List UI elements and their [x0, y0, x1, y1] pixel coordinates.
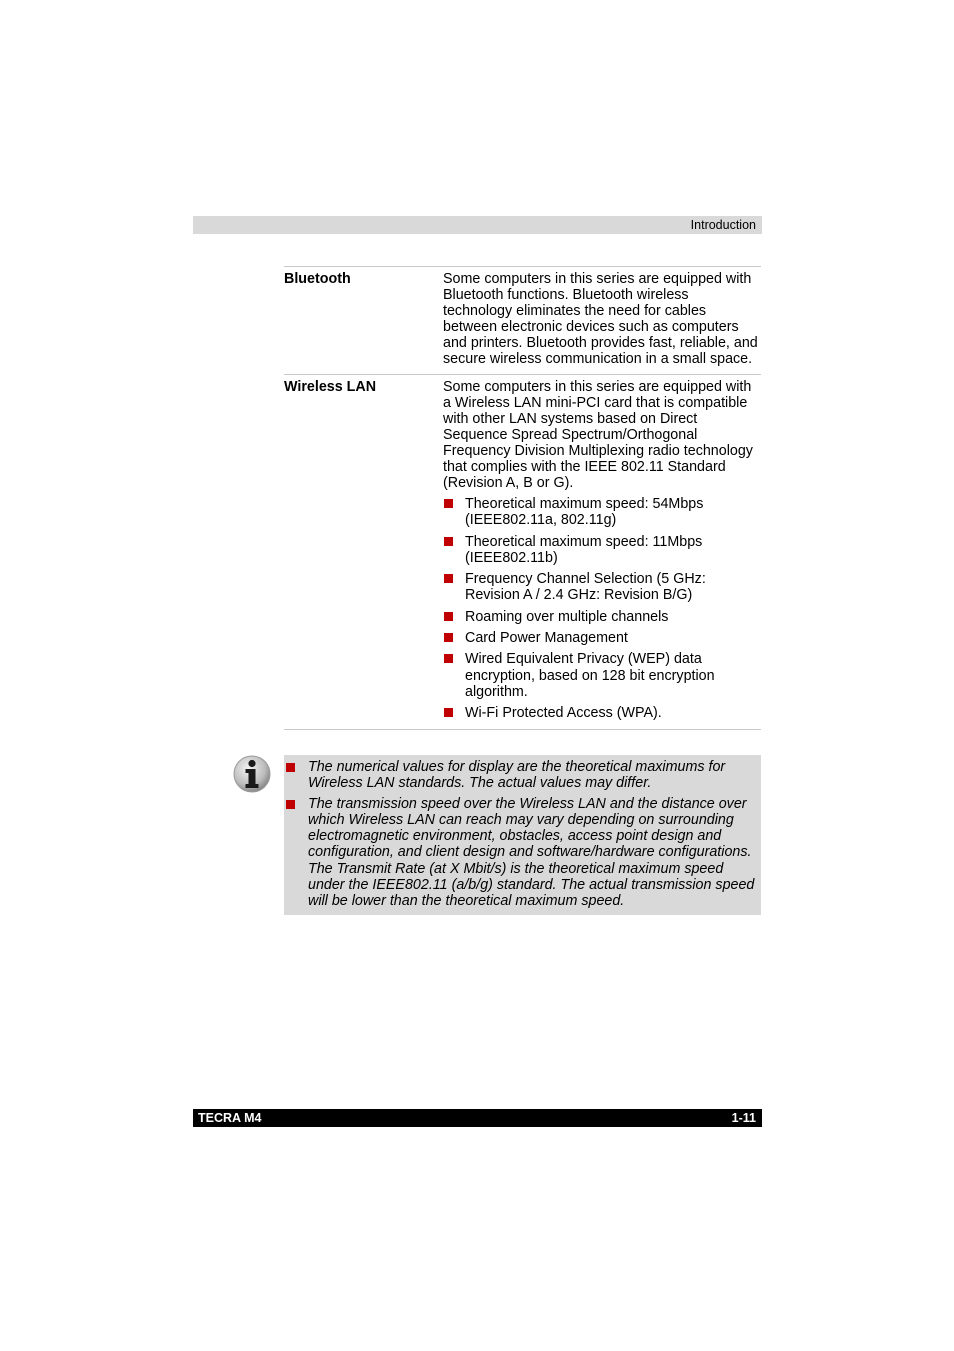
list-item-text: Theoretical maximum speed: 54Mbps (IEEE802.11a, 802.11g) [465, 496, 704, 529]
info-icon [233, 755, 271, 793]
list-item-text: Wired Equivalent Privacy (WEP) data encryption, based on 128 bit encryption algorithm. [465, 651, 715, 700]
list-item-text: Roaming over multiple channels [465, 608, 669, 625]
spec-table [284, 266, 761, 730]
square-bullet-icon [444, 654, 453, 663]
list-item [443, 705, 761, 721]
square-bullet-icon [444, 537, 453, 546]
page-number: 1-11 [731, 1111, 756, 1125]
product-name: TECRA M4 [198, 1111, 262, 1125]
note-item [308, 796, 757, 910]
list-item [443, 571, 761, 604]
running-footer [193, 1109, 762, 1127]
list-item [443, 651, 761, 700]
list-item-text: Frequency Channel Selection (5 GHz: Revision A / 2.4 GHz: Revision B/G) [465, 571, 706, 604]
spec-description: Some computers in this series are equipped with Bluetooth functions. Bluetooth wireless technology eliminates the need for cables between electronic devices such as computers and printers. Bluetooth provides fast, reliable, and secure wireless communication in a small space. [443, 271, 758, 367]
note-item [308, 759, 757, 792]
feature-list [443, 496, 761, 722]
list-item-text: Theoretical maximum speed: 11Mbps (IEEE802.11b) [465, 533, 703, 566]
square-bullet-icon [444, 574, 453, 583]
square-bullet-icon [444, 708, 453, 717]
section-title: Introduction [690, 218, 756, 232]
spec-label: Wireless LAN [284, 379, 377, 395]
list-item [443, 609, 761, 625]
list-item [443, 534, 761, 567]
list-item [443, 630, 761, 646]
square-bullet-icon [286, 800, 295, 809]
spec-row-wireless-lan [284, 374, 761, 730]
running-header [193, 216, 762, 234]
square-bullet-icon [444, 633, 453, 642]
spec-row-bluetooth [284, 266, 761, 374]
square-bullet-icon [286, 763, 295, 772]
list-item-text: Wi-Fi Protected Access (WPA). [465, 705, 662, 722]
note-list [308, 759, 757, 910]
note-box [284, 755, 761, 915]
spec-label: Bluetooth [284, 271, 351, 287]
list-item [443, 496, 761, 529]
note-text: The numerical values for display are the theoretical maximums for Wireless LAN standards. The actual values may differ. [308, 759, 726, 792]
note-text: The transmission speed over the Wireless LAN and the distance over which Wireless LAN can reach may vary depending on surrounding electromagnetic environment, obstacles, access point design and configuration, and client design and software/hardware configurations. The Transmit Rate (at X Mbit/s) is the theoretical maximum speed under the IEEE802.11 (a/b/g) standard. The actual transmission speed will be lower than the theoretical maximum speed. [308, 795, 755, 910]
square-bullet-icon [444, 612, 453, 621]
spec-description: Some computers in this series are equipped with a Wireless LAN mini-PCI card that is compatible with other LAN systems based on Direct Sequence Spread Spectrum/Orthogonal Frequency Division Multiplexing radio technology that complies with the IEEE 802.11 Standard (Revision A, B or G). [443, 379, 753, 491]
spec-description-block [443, 379, 761, 722]
square-bullet-icon [444, 499, 453, 508]
list-item-text: Card Power Management [465, 630, 628, 647]
